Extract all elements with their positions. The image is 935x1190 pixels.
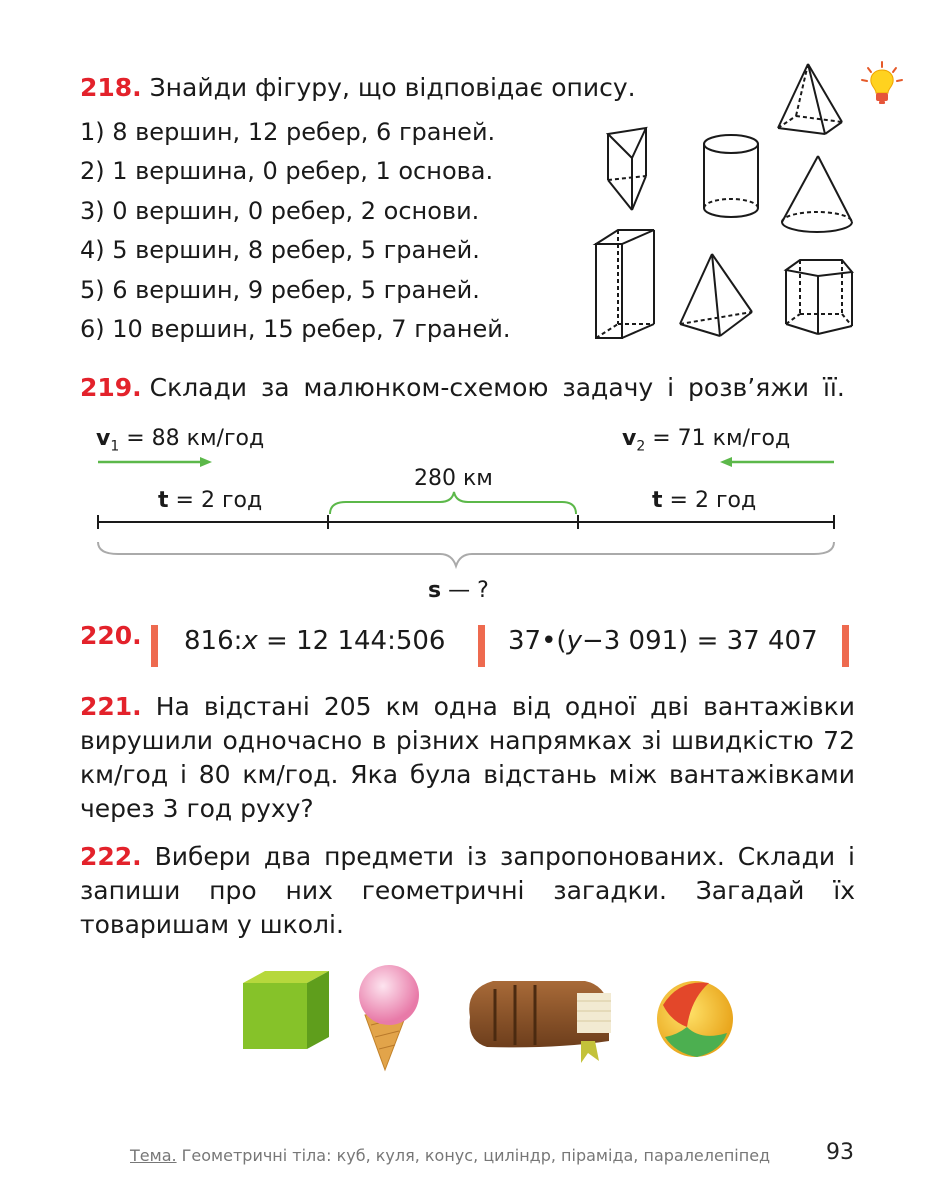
task-218-item-4: 4) 5 вершин, 8 ребер, 5 граней.: [80, 236, 480, 264]
t-right-label: t = 2 год: [652, 488, 757, 513]
footer-topic-label: Тема.: [130, 1146, 177, 1165]
task-218-item-5: 5) 6 вершин, 9 ребер, 5 граней.: [80, 276, 480, 304]
task-218-item-2: 2) 1 вершина, 0 ребер, 1 основа.: [80, 157, 494, 185]
quadrilateral-pyramid-shape: [778, 64, 842, 134]
green-cube: [243, 971, 329, 1049]
page-number: 93: [826, 1140, 854, 1165]
v2-label: $v_2 = 71$ км/год: [622, 426, 791, 455]
task-222-text: Вибери два предмети із запропонованих. Склади і запиши про них геометричні загадки. Загадай їх товаришам у школі.: [80, 842, 855, 939]
task-221-text: На відстані 205 км одна від одної дві вантажівки вирушили одночасно в різних напрямках зі швидкістю 72 км/год і 80 км/год. Яка була відстань між вантажівками через 3 год руху?: [80, 692, 855, 823]
distance-middle: 280 км: [414, 466, 493, 491]
equation-1: 816:x = 12 144:506: [184, 626, 446, 656]
task-220-number: 220.: [80, 621, 142, 650]
equation-bar-3: [842, 625, 849, 667]
pentagonal-prism-shape: [786, 260, 852, 334]
task-218-item-6: 6) 10 вершин, 15 ребер, 7 граней.: [80, 315, 511, 343]
task-219-title: [80, 372, 845, 404]
cylinder-shape: [704, 135, 758, 217]
triangular-prism-shape: [608, 128, 646, 210]
task-219-number: 219.: [80, 373, 142, 402]
equation-bar-1: [151, 625, 158, 667]
v1-label: $v_1 = 88$ км/год: [96, 426, 265, 455]
task-221-number: 221.: [80, 692, 142, 721]
objects-illustration: [225, 945, 745, 1075]
ice-cream-cone: [359, 965, 419, 1070]
task-218-title: [80, 72, 636, 104]
task-218-number: 218.: [80, 73, 142, 102]
rectangular-prism-shape: [596, 230, 654, 338]
book: [469, 981, 611, 1063]
task-221: [80, 690, 855, 826]
equation-bar-2: [478, 625, 485, 667]
t-left-label: t = 2 год: [158, 488, 263, 513]
footer-topic-text: Геометричні тіла: куб, куля, конус, циліндр, піраміда, паралелепіпед: [176, 1146, 771, 1165]
task-222: [80, 840, 855, 942]
task-219-text: Склади за малюнком-схемою задачу і розв’яжи її.: [149, 373, 845, 402]
task-218-item-3: 3) 0 вершин, 0 ребер, 2 основи.: [80, 197, 480, 225]
task-218-text: Знайди фігуру, що відповідає опису.: [149, 73, 636, 102]
footer-topic: [130, 1146, 770, 1165]
task-222-number: 222.: [80, 842, 142, 871]
triangular-pyramid-shape: [680, 254, 752, 336]
cone-shape: [782, 156, 852, 232]
ball: [657, 981, 733, 1057]
s-label: s — ?: [428, 578, 489, 603]
task-218-item-1: 1) 8 вершин, 12 ребер, 6 граней.: [80, 118, 496, 146]
equation-2: 37•(y−3 091) = 37 407: [508, 626, 818, 656]
shapes-illustration: [590, 58, 870, 348]
task-220-title: [80, 620, 142, 652]
